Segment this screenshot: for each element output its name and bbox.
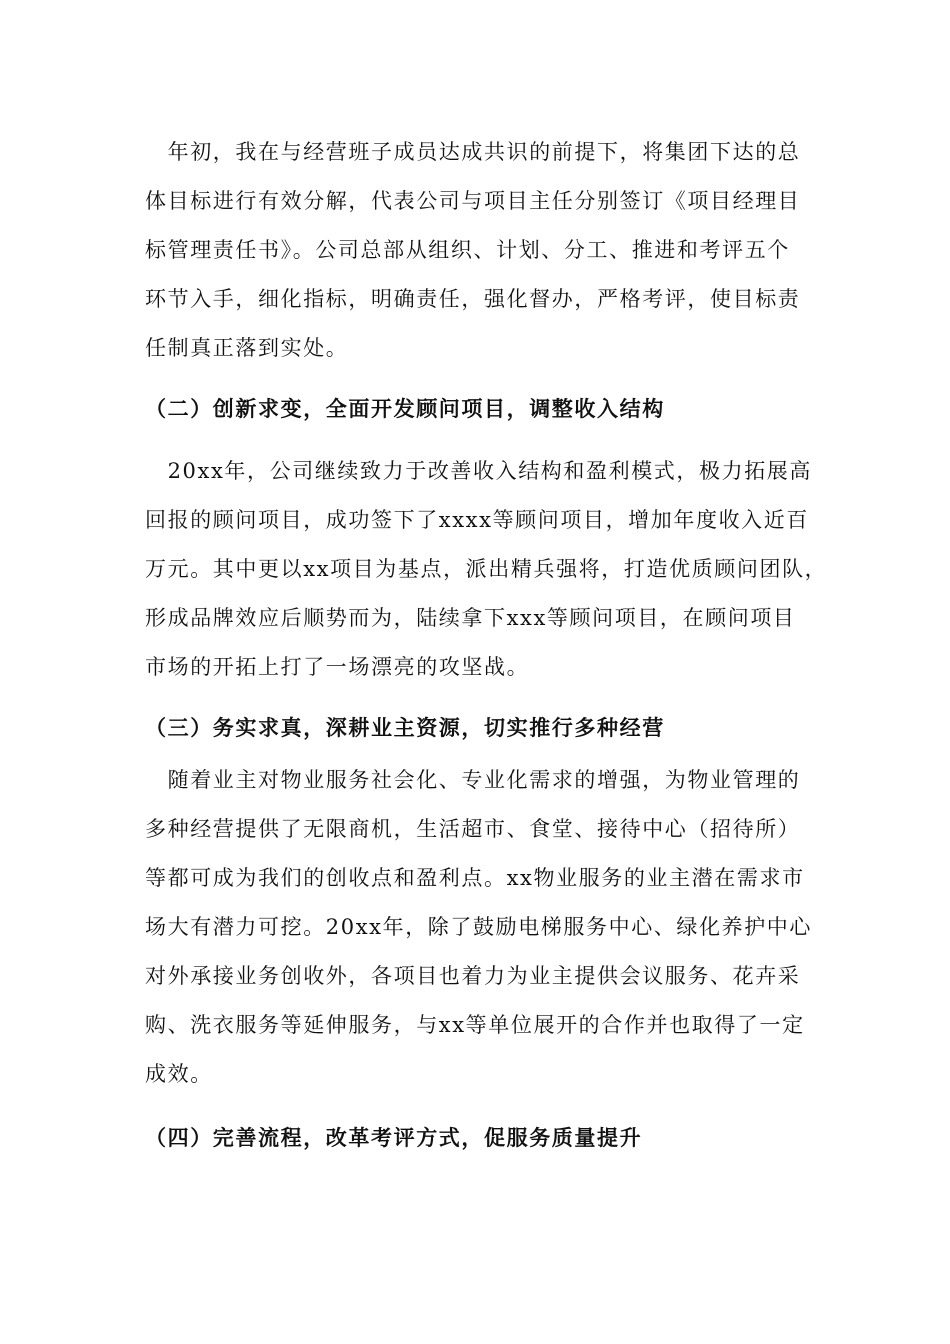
paragraph-line: 购、洗衣服务等延伸服务，与xx等单位展开的合作并也取得了一定 bbox=[145, 1013, 805, 1037]
section-heading-4: （四）完善流程，改革考评方式，促服务质量提升 bbox=[145, 1125, 643, 1150]
paragraph-line: 万元。其中更以xx项目为基点，派出精兵强将，打造优质顾问团队， bbox=[145, 557, 828, 581]
paragraph-consulting-projects bbox=[145, 447, 828, 692]
paragraph-line: 任制真正落到实处。 bbox=[145, 336, 349, 360]
paragraph-line: 形成品牌效应后顺势而为，陆续拿下xxx等顾问项目，在顾问项目 bbox=[145, 606, 796, 630]
paragraph-line: 多种经营提供了无限商机，生活超市、食堂、接待中心（招待所） bbox=[145, 817, 801, 841]
section-heading-3: （三）务实求真，深耕业主资源，切实推行多种经营 bbox=[145, 715, 665, 740]
paragraph-line: 年初，我在与经营班子成员达成共识的前提下，将集团下达的总 bbox=[145, 140, 801, 164]
paragraph-line: 回报的顾问项目，成功签下了xxxx等顾问项目，增加年度收入近百 bbox=[145, 508, 809, 532]
paragraph-line: 20xx年，公司继续致力于改善收入结构和盈利模式，极力拓展高 bbox=[145, 459, 813, 483]
paragraph-line: 标管理责任书》。公司总部从组织、计划、分工、推进和考评五个 bbox=[145, 238, 790, 262]
section-heading-2: （二）创新求变，全面开发顾问项目，调整收入结构 bbox=[145, 396, 665, 421]
paragraph-line: 成效。 bbox=[145, 1062, 213, 1086]
paragraph-line: 体目标进行有效分解，代表公司与项目主任分别签订《项目经理目 bbox=[145, 189, 801, 213]
paragraph-diversified-operations bbox=[145, 756, 813, 1099]
paragraph-line: 环节入手，细化指标，明确责任，强化督办，严格考评，使目标责 bbox=[145, 287, 801, 311]
paragraph-target-management bbox=[145, 128, 810, 373]
paragraph-line: 随着业主对物业服务社会化、专业化需求的增强，为物业管理的 bbox=[145, 768, 801, 792]
paragraph-line: 市场的开拓上打了一场漂亮的攻坚战。 bbox=[145, 655, 530, 679]
paragraph-line: 等都可成为我们的创收点和盈利点。xx物业服务的业主潜在需求市 bbox=[145, 866, 805, 890]
paragraph-line: 场大有潜力可挖。20xx年，除了鼓励电梯服务中心、绿化养护中心 bbox=[145, 915, 813, 939]
paragraph-line: 对外承接业务创收外，各项目也着力为业主提供会议服务、花卉采 bbox=[145, 964, 801, 988]
